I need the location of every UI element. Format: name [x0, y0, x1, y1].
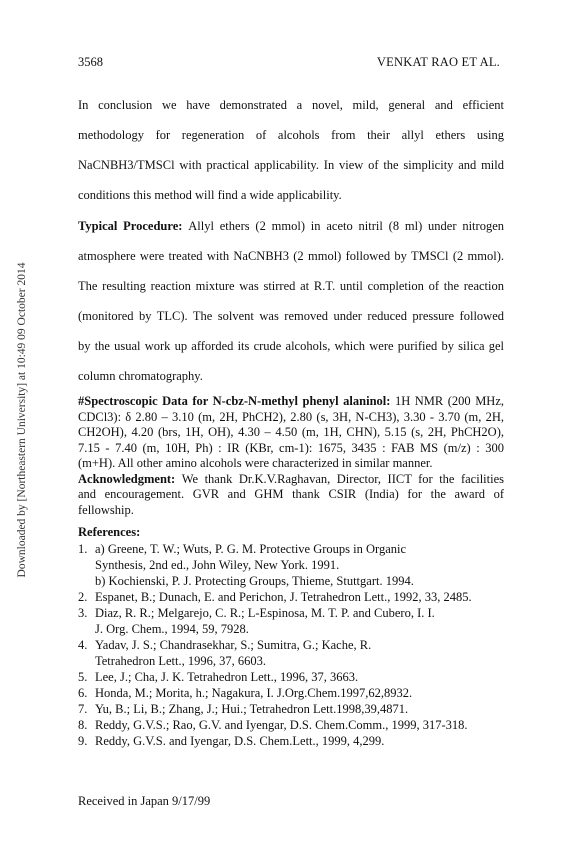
received-date: Received in Japan 9/17/99	[78, 794, 211, 808]
reference-text: Tetrahedron Lett., 1996, 37, 6603.	[95, 654, 266, 668]
conclusion-line: In conclusion we have demonstrated a novel, mild, general and efficient	[78, 98, 504, 112]
procedure-line	[78, 211, 504, 241]
reference-text: Espanet, B.; Dunach, E. and Perichon, J. Tetrahedron Lett., 1992, 33, 2485.	[95, 590, 472, 604]
spectro-line	[78, 394, 504, 410]
ack-text: We thank Dr.K.V.Raghavan, Director, IICT for the facilities	[181, 471, 505, 486]
procedure-text: Allyl ethers (2 mmol) in aceto nitril (8 ml) under nitrogen	[188, 219, 504, 233]
reference-number: 3.	[78, 606, 88, 620]
reference-text: Lee, J.; Cha, J. K. Tetrahedron Lett., 1996, 37, 3663.	[95, 670, 359, 684]
ack-label: Acknowledgment:	[78, 471, 176, 486]
procedure-label: Typical Procedure:	[78, 219, 183, 233]
procedure-line: The resulting reaction mixture was stirred at R.T. until completion of the reaction	[78, 279, 504, 293]
running-head: VENKAT RAO ET AL.	[376, 55, 500, 69]
spectro-label: #Spectroscopic Data for N-cbz-N-methyl phenyl alaninol:	[78, 394, 391, 408]
reference-number: 9.	[78, 734, 88, 748]
reference-number: 2.	[78, 590, 88, 604]
references-title: References:	[78, 525, 141, 539]
reference-text: Reddy, G.V.S. and Iyengar, D.S. Chem.Lett., 1999, 4,299.	[95, 734, 385, 748]
reference-text: b) Kochienski, P. J. Protecting Groups, Thieme, Stuttgart. 1994.	[95, 574, 414, 588]
spectro-text: 1H NMR (200 MHz,	[394, 394, 505, 408]
reference-number: 7.	[78, 702, 88, 716]
reference-number: 1.	[78, 542, 88, 556]
page-number: 3568	[78, 55, 103, 69]
procedure-line: (monitored by TLC). The solvent was removed under reduced pressure followed	[78, 309, 504, 323]
spectro-line: CDCl3): δ 2.80 – 3.10 (m, 2H, PhCH2), 2.80 (s, 3H, N-CH3), 3.30 - 3.70 (m, 2H,	[78, 409, 504, 424]
conclusion-line: methodology for regeneration of alcohols from their allyl ethers using	[78, 128, 504, 142]
reference-number: 5.	[78, 670, 88, 684]
reference-number: 4.	[78, 638, 88, 652]
reference-number: 6.	[78, 686, 88, 700]
ack-line	[78, 472, 504, 488]
spectro-line: CH2OH), 4.20 (brs, 1H, OH), 4.30 – 4.50 (m, 1H, CHN), 5.15 (s, 2H, PhCH2O),	[78, 425, 504, 439]
procedure-line: atmosphere were treated with NaCNBH3 (2 mmol) followed by TMSCl (2 mmol).	[78, 249, 504, 263]
conclusion-line: conditions this method will find a wide applicability.	[78, 188, 342, 202]
reference-text: J. Org. Chem., 1994, 59, 7928.	[95, 622, 249, 636]
spectro-line: 7.15 - 7.40 (m, 10H, Ph) : IR (KBr, cm-1): 1675, 3435 : FAB MS (m/z) : 300	[78, 440, 504, 455]
reference-number: 8.	[78, 718, 88, 732]
reference-text: a) Greene, T. W.; Wuts, P. G. M. Protective Groups in Organic	[95, 542, 407, 556]
reference-text: Diaz, R. R.; Melgarejo, C. R.; L-Espinosa, M. T. P. and Cubero, I. I.	[95, 606, 435, 620]
conclusion-line: NaCNBH3/TMSCl with practical applicability. In view of the simplicity and mild	[78, 158, 504, 172]
reference-text: Synthesis, 2nd ed., John Wiley, New York. 1991.	[95, 558, 340, 572]
procedure-line: column chromatography.	[78, 369, 203, 383]
ack-line: and encouragement. GVR and GHM thank CSIR (India) for the award of	[78, 487, 504, 501]
ack-line: fellowship.	[78, 502, 134, 517]
reference-text: Yu, B.; Li, B.; Zhang, J.; Hui.; Tetrahedron Lett.1998,39,4871.	[95, 702, 409, 716]
reference-text: Yadav, J. S.; Chandrasekhar, S.; Sumitra, G.; Kache, R.	[95, 638, 372, 652]
reference-text: Honda, M.; Morita, h.; Nagakura, I. J.Org.Chem.1997,62,8932.	[95, 686, 413, 700]
download-watermark: Downloaded by [Northeastern University] at 10:49 09 October 2014	[16, 262, 28, 578]
reference-text: Reddy, G.V.S.; Rao, G.V. and Iyengar, D.S. Chem.Comm., 1999, 317-318.	[95, 718, 468, 732]
spectro-line: (m+H). All other amino alcohols were characterized in similar manner.	[78, 456, 433, 470]
procedure-line: by the usual work up afforded its crude alcohols, which were purified by silica gel	[78, 339, 504, 353]
spectroscopic-data-block	[78, 394, 504, 518]
